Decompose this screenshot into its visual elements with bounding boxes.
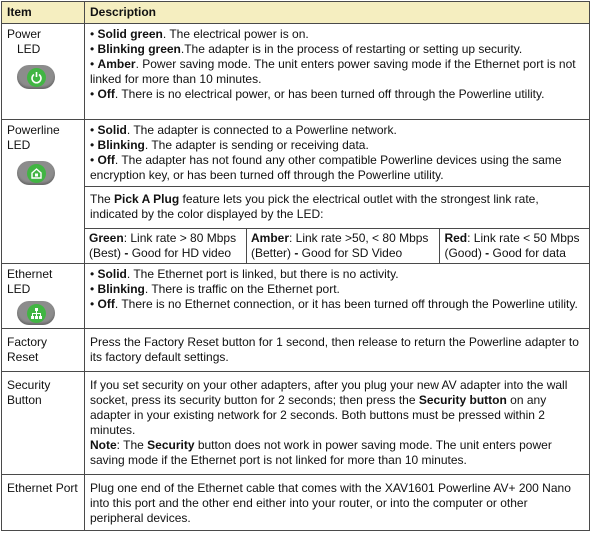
item-cell	[2, 120, 85, 264]
list-item: • Off. There is no electrical power, or has been turned off through the Powerline utility.	[90, 87, 545, 101]
list-item: • Solid green. The electrical power is on.	[90, 27, 309, 41]
pick-a-plug-text: The Pick A Plug feature lets you pick the electrical outlet with the strongest link rate, indicated by the color displayed by the LED:	[90, 192, 539, 221]
item-cell	[2, 329, 85, 372]
description-cell	[85, 372, 590, 475]
ethernet-led-icon	[17, 301, 55, 325]
table-row-powerline-led	[2, 120, 590, 187]
list-item: • Blinking. There is traffic on the Ethernet port.	[90, 282, 340, 296]
list-item: • Off. The adapter has not found any other compatible Powerline devices using the same encryption key, or has been turned off through the Powerline utility.	[90, 153, 562, 182]
description-cell	[85, 264, 590, 329]
table-row-power-led	[2, 24, 590, 120]
item-label: Factory	[7, 335, 48, 349]
description-cell: Press the Factory Reset button for 1 second, then release to return the Powerline adapter to its factory default settings.	[85, 329, 590, 372]
item-label: LED	[7, 138, 31, 152]
item-cell	[2, 264, 85, 329]
item-label: Powerline	[7, 123, 60, 137]
header-description: Description	[85, 2, 590, 24]
table-row-pick-a-plug	[2, 187, 590, 264]
list-item: • Solid. The Ethernet port is linked, but there is no activity.	[90, 267, 399, 281]
item-cell	[2, 24, 85, 120]
table-row-security-button	[2, 372, 590, 475]
security-paragraph: If you set security on your other adapters, after you plug your new AV adapter into the wall socket, press its security button for 2 seconds; then press the Security button on any adapter in your existing network for 2 seconds. Both buttons must be pressed within 2 minutes.	[90, 378, 568, 437]
item-cell	[2, 372, 85, 475]
link-rate-amber: Amber: Link rate >50, < 80 Mbps (Better) - Good for SD Video	[246, 229, 439, 264]
table-row-ethernet-led	[2, 264, 590, 329]
description-cell	[85, 24, 590, 120]
header-item: Item	[2, 2, 85, 24]
description-cell	[85, 120, 590, 187]
link-rate-table	[85, 228, 589, 263]
list-item: • Off. There is no Ethernet connection, or it has been turned off through the Powerline utility.	[90, 297, 578, 311]
list-item: • Blinking. The adapter is sending or receiving data.	[90, 138, 369, 152]
item-label: Power	[7, 27, 42, 41]
power-led-icon	[17, 65, 55, 89]
item-label: Button	[7, 393, 42, 407]
table-row-factory-reset	[2, 329, 590, 372]
powerline-led-icon	[17, 161, 55, 185]
description-cell: Plug one end of the Ethernet cable that comes with the XAV1601 Powerline AV+ 200 Nano into this port and the other end either into your router, or into the computer or other peripheral devices.	[85, 475, 590, 531]
security-note: Note: The Security button does not work in power saving mode. The unit enters power saving mode if the Ethernet port is not linked for more than 10 minutes.	[90, 438, 552, 467]
item-label: LED	[17, 42, 41, 56]
pick-a-plug-cell	[85, 187, 590, 264]
link-rate-red: Red: Link rate < 50 Mbps (Good) - Good for data	[440, 229, 589, 264]
item-label: Reset	[7, 350, 39, 364]
table-row-ethernet-port	[2, 475, 590, 531]
list-item: • Solid. The adapter is connected to a Powerline network.	[90, 123, 397, 137]
led-description-table	[1, 1, 590, 531]
link-rate-green: Green: Link rate > 80 Mbps (Best) - Good for HD video	[85, 229, 246, 264]
list-item: • Amber. Power saving mode. The unit enters power saving mode if the Ethernet port is not linked for more than 10 minutes.	[90, 57, 576, 86]
item-cell: Ethernet Port	[2, 475, 85, 531]
list-item: • Blinking green.The adapter is in the process of restarting or setting up security.	[90, 42, 523, 56]
item-label: Security	[7, 378, 51, 392]
table-header-row	[2, 2, 590, 24]
item-label: Ethernet LED	[7, 267, 53, 296]
